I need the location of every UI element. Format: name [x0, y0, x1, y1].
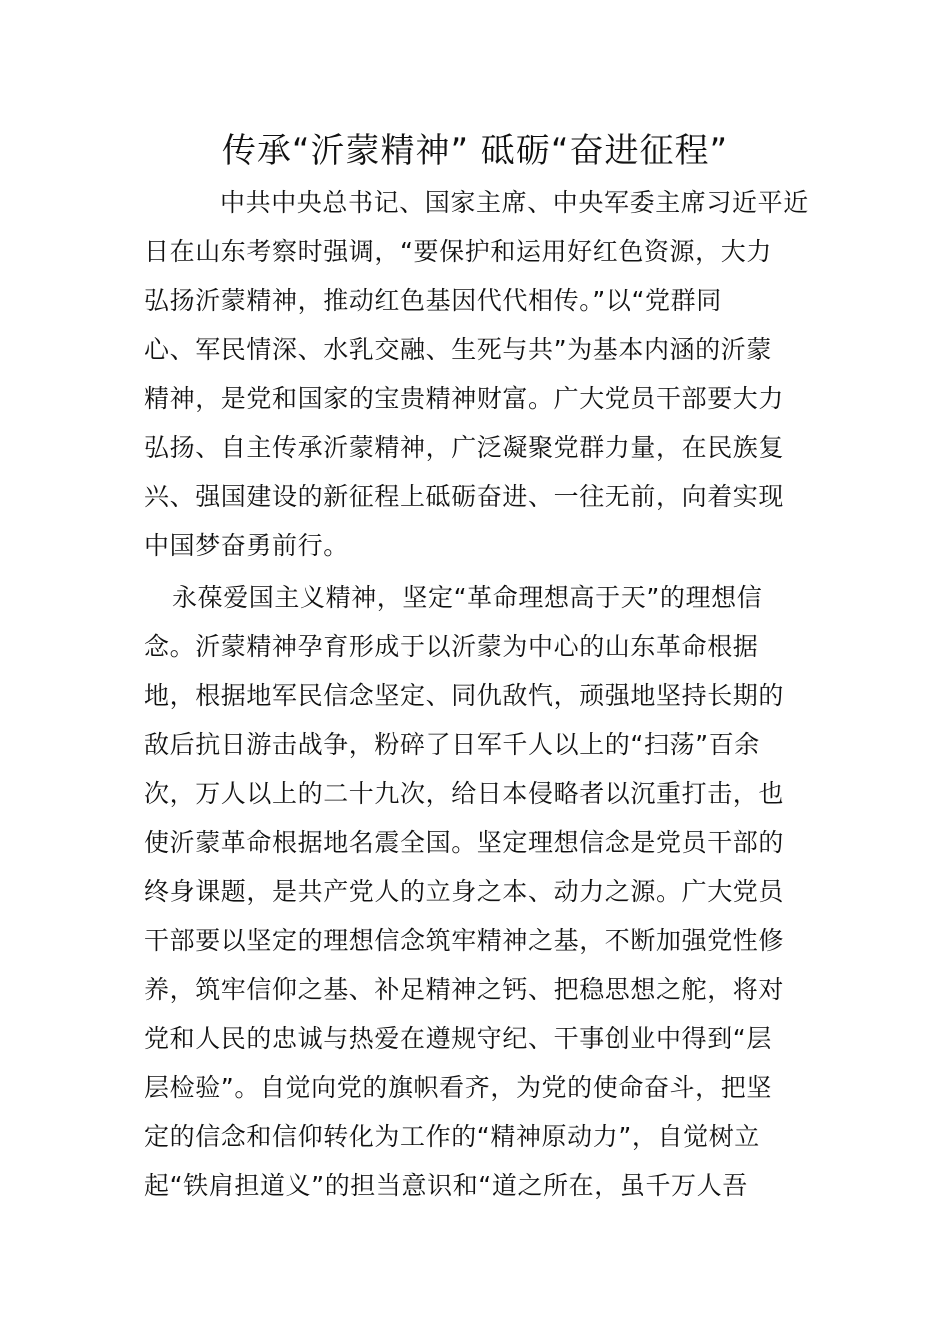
paragraph-line: 兴、强国建设的新征程上砥砺奋进、一往无前，向着实现 [144, 482, 785, 511]
paragraph-line: 层检验”。自觉向党的旗帜看齐，为党的使命奋斗，把坚 [144, 1073, 772, 1102]
paragraph-line: 使沂蒙革命根据地名震全国。坚定理想信念是党员干部的 [144, 828, 785, 857]
paragraph-line: 弘扬、自主传承沂蒙精神，广泛凝聚党群力量，在民族复 [144, 433, 785, 462]
paragraph-line: 永葆爱国主义精神，坚定“革命理想高于天”的理想信 [172, 583, 763, 612]
paragraph-line: 中共中央总书记、国家主席、中央军委主席习近平近 [220, 188, 809, 217]
paragraph-line: 念。沂蒙精神孕育形成于以沂蒙为中心的山东革命根据 [144, 632, 759, 661]
paragraph-line: 养，筑牢信仰之基、补足精神之钙、把稳思想之舵，将对 [144, 975, 785, 1004]
paragraph-line: 定的信念和信仰转化为工作的“精神原动力”，自觉树立 [144, 1122, 760, 1151]
paragraph-line: 心、军民情深、水乳交融、生死与共”为基本内涵的沂蒙 [144, 335, 772, 364]
paragraph-line: 干部要以坚定的理想信念筑牢精神之基，不断加强党性修 [144, 926, 785, 955]
paragraph-line: 精神，是党和国家的宝贵精神财富。广大党员干部要大力 [144, 384, 785, 413]
paragraph-line: 党和人民的忠诚与热爱在遵规守纪、干事创业中得到“层 [144, 1024, 772, 1053]
paragraph-1 [144, 178, 814, 570]
paragraph-2 [144, 573, 814, 1210]
paragraph-line: 弘扬沂蒙精神，推动红色基因代代相传。”以“党群同 [144, 286, 722, 315]
document-title: 传承“沂蒙精神” 砥砺“奋进征程” [221, 131, 729, 171]
paragraph-line: 敌后抗日游击战争，粉碎了日军千人以上的“扫荡”百余 [144, 730, 760, 759]
paragraph-line: 起“铁肩担道义”的担当意识和“道之所在，虽千万人吾 [144, 1171, 748, 1200]
paragraph-line: 地，根据地军民信念坚定、同仇敌忾，顽强地坚持长期的 [144, 681, 785, 710]
paragraph-line: 日在山东考察时强调，“要保护和运用好红色资源，大力 [144, 237, 772, 266]
paragraph-line: 终身课题，是共产党人的立身之本、动力之源。广大党员 [144, 877, 785, 906]
paragraph-line: 次，万人以上的二十九次，给日本侵略者以沉重打击，也 [144, 779, 785, 808]
paragraph-line: 中国梦奋勇前行。 [144, 531, 349, 560]
document-body [144, 178, 814, 1210]
